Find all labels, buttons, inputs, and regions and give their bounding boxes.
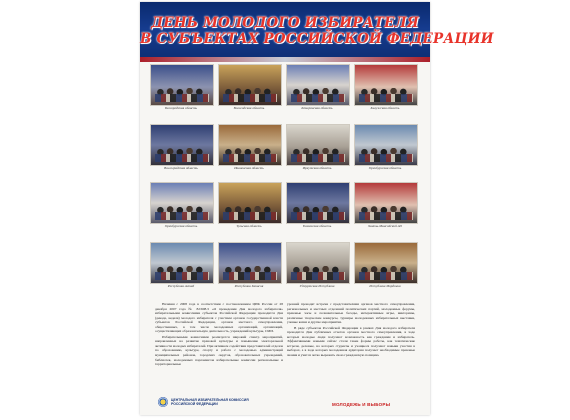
photo-orenburg bbox=[354, 124, 418, 166]
photo-mordovia bbox=[354, 242, 418, 284]
photo-caption: Удмуртская Республика bbox=[299, 284, 335, 288]
photo-caption: Иркутская область bbox=[302, 166, 332, 170]
body-text-column-1 bbox=[155, 302, 283, 368]
organization-name bbox=[171, 399, 281, 407]
organization-name-line-2: РОССИЙСКОЙ ФЕДЕРАЦИИ bbox=[171, 401, 218, 406]
photo-caption: Оренбургская область bbox=[368, 166, 402, 170]
photo-caption: Республика Хакасия bbox=[234, 284, 264, 288]
photo-caption: Ханты-Мансийский АО bbox=[367, 224, 403, 228]
photo-caption: Ивановская область bbox=[234, 166, 264, 170]
paragraph: Начиная с 2008 года в соответствии с постановлением ЦИК России от 28 декабря 2007 года № 82/608-5 «О проведении Дня молодого избирателя» избирательными комиссиями субъектов Российской Федерации проводится Дня (декада, неделя) молодого избирателя с участием органов государственной власти субъектов Российской Федерации, органов местного самоуправления, общественных, в том числе молодежных организаций, организаций, осуществляющих образовательную деятельность, учреждений культуры, СМИ. bbox=[155, 302, 283, 334]
body-text-column-2 bbox=[287, 302, 415, 359]
photo-orenburg-2 bbox=[150, 182, 214, 224]
photo-caption: Калужская область bbox=[370, 106, 400, 110]
photo-caption: Тюменская область bbox=[302, 224, 332, 228]
photo-volgograd bbox=[150, 124, 214, 166]
photo-ivanovo bbox=[218, 124, 282, 166]
photo-kaluga bbox=[354, 64, 418, 106]
footer-brand: МОЛОДЕЖЬ И ВЫБОРЫ bbox=[332, 402, 391, 407]
photo-caption: Тульская область bbox=[236, 224, 262, 228]
photo-tula bbox=[218, 182, 282, 224]
photo-caption: Волгоградская область bbox=[164, 166, 198, 170]
paragraph: Избирательными комиссиями реализуется широкий спектр мероприятий, направленных на развитие правовой культуры и повышение электоральной активности молодых избирателей. При активном содействии представителей отделов по образованию, культуре, спорту и работе с молодежью администраций муниципальных районов, городских округов, образовательных учреждений, библиотек, молодежных парламентов избирательные комиссии региональные и территориальные bbox=[155, 334, 283, 367]
photo-kemerovo bbox=[286, 64, 350, 106]
photo-caption: Кемеровская область bbox=[301, 106, 333, 110]
cec-emblem-icon bbox=[158, 397, 168, 407]
photo-irkutsk bbox=[286, 124, 350, 166]
paragraph: В ряде субъектов Российской Федерации в рамках Дня молодого избирателя проводятся Дни публичных отчетов органов местного самоуправления, в ходе которых молодые люди получают возможность как гражданин и избиратель. Эффективными новыми сейчас стали такие формы работы, как тематические встречи, деловые, на которых студенты и учащиеся получают навыки участия в выборах, а в ходе которых молодежная аудитория получает необходимые правовые знания и учится четко выражать свою гражданскую позицию. bbox=[287, 325, 415, 358]
photo-caption: Белгородская область bbox=[164, 106, 198, 110]
photo-caption: Оренбургская область bbox=[164, 224, 198, 228]
poster bbox=[140, 2, 494, 415]
photo-altai bbox=[150, 242, 214, 284]
photo-khanty-mansi bbox=[354, 182, 418, 224]
title-banner bbox=[140, 2, 494, 62]
poster-title-line-2: В СУБЪЕКТАХ РОССИЙСКОЙ ФЕДЕРАЦИИ bbox=[140, 31, 494, 47]
photo-caption: Республика Мордовия bbox=[369, 284, 401, 288]
photo-udmurtia bbox=[286, 242, 350, 284]
photo-khakassia bbox=[218, 242, 282, 284]
photo-vologda bbox=[218, 64, 282, 106]
photo-tyumen bbox=[286, 182, 350, 224]
organization-name-line-1: ЦЕНТРАЛЬНАЯ ИЗБИРАТЕЛЬНАЯ КОМИССИЯ bbox=[171, 398, 249, 402]
photo-caption: Вологодская область bbox=[233, 106, 265, 110]
poster-title-line-1: ДЕНЬ МОЛОДОГО ИЗБИРАТЕЛЯ bbox=[151, 15, 419, 31]
photo-caption: Республика Алтай bbox=[167, 284, 195, 288]
photo-belgorod bbox=[150, 64, 214, 106]
paragraph: уровней проводят встречи с представителями органов местного самоуправления, региональных и местных отделений политических партий, молодежные форумы, правовые часы и познавательные беседы, интерактивные игры, викторины, различные творческие конкурсы, турниры молодежных избирательных выставки, ученые казни и другие мероприятия. bbox=[287, 302, 415, 325]
